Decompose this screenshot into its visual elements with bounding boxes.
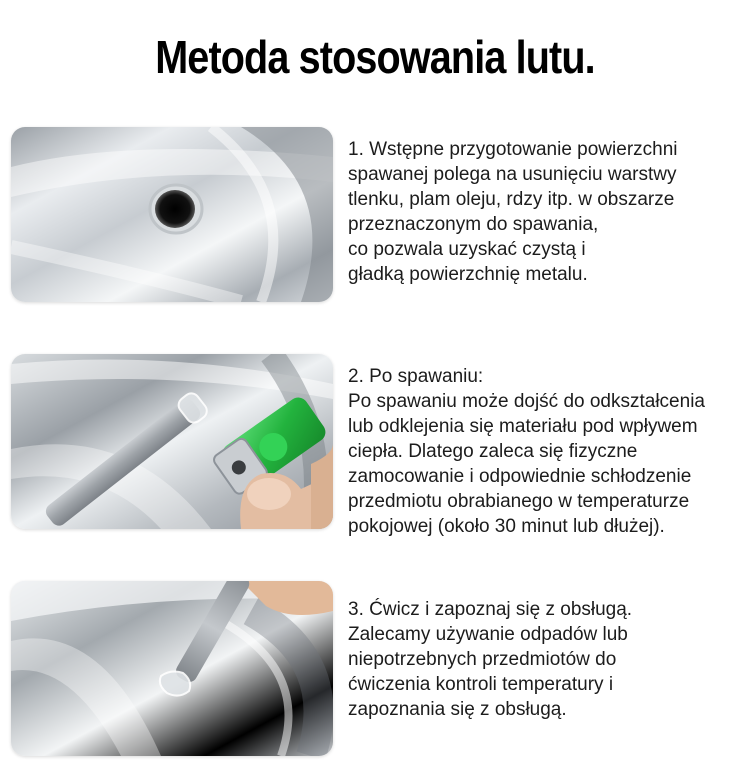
step-2-line: 2. Po spawaniu:: [348, 366, 484, 387]
step-3-text: [348, 597, 746, 722]
step-2-line: Po spawaniu może dojść do odkształcenia: [348, 391, 705, 412]
step-2-line: przedmiotu obrabianego w temperaturze: [348, 491, 690, 512]
step-2-line: ciepła. Dlatego zaleca się fizyczne: [348, 441, 638, 462]
step-1-line: spawanej polega na usunięciu warstwy: [348, 164, 677, 185]
step-2-line: pokojowej (około 30 minut lub dłużej).: [348, 516, 665, 537]
welding-rod-lighter-photo: [11, 354, 333, 529]
step-2-text: [348, 364, 746, 539]
welding-practice-photo: [11, 581, 333, 756]
step-1-line: 1. Wstępne przygotowanie powierzchni: [348, 139, 678, 160]
step-3-line: niepotrzebnych przedmiotów do: [348, 649, 617, 670]
step-3-line: zapoznania się z obsługą.: [348, 699, 567, 720]
step-3-line: ćwiczenia kontroli temperatury i: [348, 674, 614, 695]
step-1-line: tlenku, plam oleju, rdzy itp. w obszarze: [348, 189, 675, 210]
page-title: Metoda stosowania lutu.: [155, 31, 595, 83]
step-2-line: lub odklejenia się materiału pod wpływem: [348, 416, 698, 437]
step-3-line: Zalecamy używanie odpadów lub: [348, 624, 628, 645]
step-1-line: przeznaczonym do spawania,: [348, 214, 599, 235]
metal-surface-hole-photo: [11, 127, 333, 302]
step-3-line: 3. Ćwicz i zapoznaj się z obsługą.: [348, 599, 633, 620]
step-1-text: [348, 137, 746, 287]
step-1-line: gładką powierzchnię metalu.: [348, 264, 588, 285]
step-1-line: co pozwala uzyskać czystą i: [348, 239, 586, 260]
step-2-line: zamocowanie i odpowiednie schłodzenie: [348, 466, 692, 487]
